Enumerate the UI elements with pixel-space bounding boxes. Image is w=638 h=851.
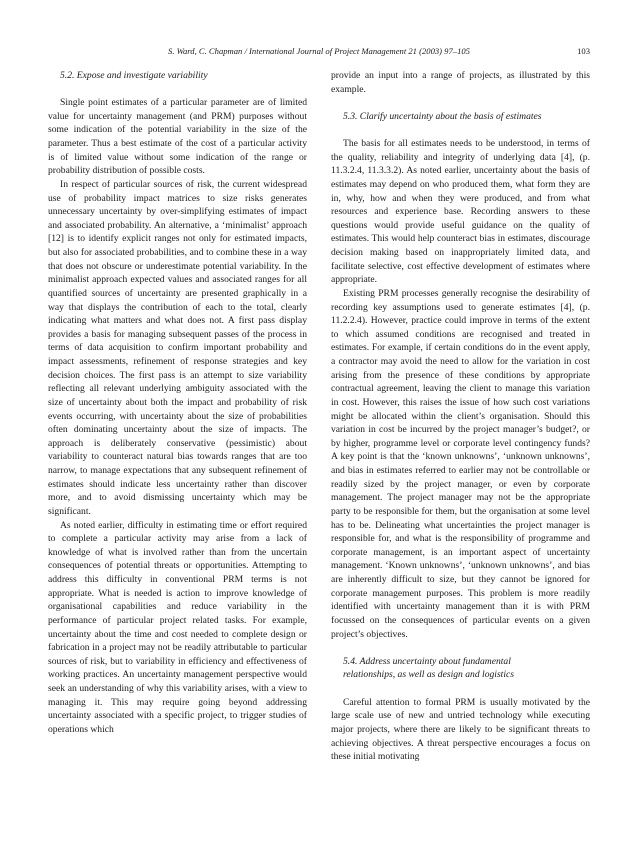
paragraph: Careful attention to formal PRM is usually motivated by the large scale use of new and untried technology while executing major projects, where there are likely to be significant threats to achieving objectives. A threat perspective encourages a focus on these initial motivating <box>331 696 590 763</box>
paragraph: Single point estimates of a particular parameter are of limited value for uncertainty management (and PRM) purposes without some indication of the potential variability in the size of the parameter. Thus a best estimate of the cost of a particular activity is of limited value without some indication of the range or probability distribution of possible costs. <box>48 97 307 177</box>
section-heading-5-2: 5.2. Expose and investigate variability <box>60 70 208 81</box>
paragraph: Existing PRM processes generally recognise the desirability of recording key assumptions used to generate estimates [4], (p. 11.2.2.4). However, practice could improve in terms of the extent to which assumed conditions are recognised and treated in estimates. For example, if certain conditions do in the event apply, a contractor may avoid the need to allow for the variation in cost arising from the presence of these conditions by appropriate contractual agreement, leaving the client to manage this variation in cost. However, this raises the issue of how such cost variations might be allocated within the client’s organisation. Should this variation in cost be incurred by the project manager’s budget?, or by higher, programme level or corporate level contingency funds? A key point is that the ‘known unknowns’, ‘unknown unknowns’, and bias in estimates referred to earlier may not be controllable or readily sized by the project manager, or even by corporate management. The project manager may not be the appropriate party to be responsible for them, but the organisation at some level has to be. Delineating what uncertainties the project manager is responsible for, and what is the responsibility of programme and corporate management, is an important aspect of uncertainty management. ‘Known unknowns’, ‘unknown unknowns’, and bias are inherently difficult to size, but they cannot be ignored for corporate management purposes. This problem is more readily identified with uncertainty management than it is with PRM focussed on the consequences of particular events on a given project’s objectives. <box>331 287 590 640</box>
paragraph: In respect of particular sources of risk, the current widespread use of probability impact matrices to size risks generates unnecessary uncertainty by over-simplifying estimates of impact and associated probability. An alternative, a ‘minimalist’ approach [12] is to identify explicit ranges not only for estimated impacts, but also for associated probabilities, and to combine these in a way that does not obscure or underestimate potential variability. In the minimalist approach expected values and associated ranges for all quantified sources of uncertainty are presented graphically in a way that displays the contribution of each to the total, clearly indicating what matters and what does not. A first pass display provides a basis for managing subsequent passes of the process in terms of data acquisition to confirm important probability and impact assessments, refinement of response strategies and key decision choices. The first pass is an attempt to size variability reflecting all relevant underlying ambiguity associated with the size of uncertainty about both the impact and probability of risk events occurring, with uncertainty about the size of probabilities often dominating uncertainty about the size of impacts. The approach is deliberately conservative (pessimistic) about variability to counteract natural bias towards ranges that are too narrow, to manage expectations that any subsequent refinement of estimates should indicate less uncertainty rather than discover more, and to avoid dismissing uncertainty which may be significant. <box>48 178 307 517</box>
paragraph: The basis for all estimates needs to be understood, in terms of the quality, reliability and integrity of underlying data [4], (p. 11.3.2.4, 11.3.3.2). As noted earlier, uncertainty about the basis of estimates may depend on who produced them, what form they are in, why, how and when they were produced, and from what resources and experience base. Recording answers to these questions would provide useful guidance on the quality of estimates. This would help counteract bias in estimates, discourage decision making based on inappropriately limited data, and facilitate selective, cost effective development of estimates where appropriate. <box>331 138 590 286</box>
right-column <box>331 69 590 764</box>
paragraph-continuation: provide an input into a range of projects, as illustrated by this example. <box>331 70 590 95</box>
running-title: S. Ward, C. Chapman / International Journal of Project Management 21 (2003) 97–105 <box>168 46 470 56</box>
section-heading-5-4-line-2: relationships, as well as design and logistics <box>343 669 515 681</box>
section-heading-5-3: 5.3. Clarify uncertainty about the basis of estimates <box>343 110 542 122</box>
left-column <box>48 69 307 737</box>
page-number: 103 <box>577 46 590 56</box>
running-header <box>48 46 590 60</box>
paragraph: As noted earlier, difficulty in estimating time or effort required to complete a particular activity may arise from a lack of knowledge of what is involved rather than from the uncertain consequences of potential threats or opportunities. Attempting to address this difficulty in conventional PRM terms is not appropriate. What is needed is action to improve knowledge of organisational capabilities and reduce variability in the performance of particular project related tasks. For example, uncertainty about the time and cost needed to complete design or fabrication in a project may not be readily attributable to particular sources of risk, but to variability in efficiency and effectiveness of working practices. An uncertainty management perspective would seek an understanding of why this variability arises, with a view to managing it. This may require going beyond addressing uncertainty associated with a specific project, to trigger studies of operations which <box>48 519 307 735</box>
section-heading-5-4-line-1: 5.4. Address uncertainty about fundamental <box>343 655 511 667</box>
